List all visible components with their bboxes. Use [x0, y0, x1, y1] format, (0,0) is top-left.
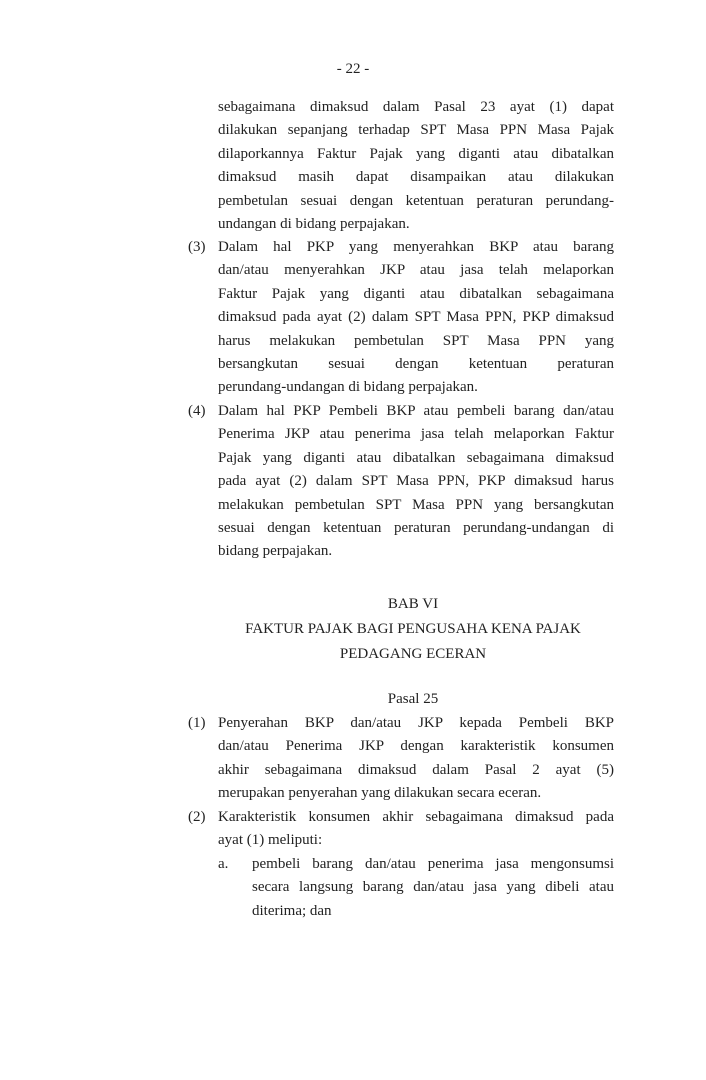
- text-line: melakukan pembetulan SPT Masa PPN yang bersangkutan: [218, 496, 614, 513]
- text-line: merupakan penyerahan yang dilakukan secara eceran.: [218, 785, 542, 802]
- text-line: Dalam hal PKP Pembeli BKP atau pembeli barang dan/atau: [218, 403, 614, 419]
- continuation-paragraph: [218, 96, 614, 236]
- text-line: Penyerahan BKP dan/atau JKP kepada Pembeli BKP: [218, 715, 614, 731]
- text-line: Pajak yang diganti atau dibatalkan sebagaimana dimaksud: [218, 449, 614, 466]
- pasal25-ayat-1: [188, 712, 614, 806]
- text-line: dan/atau Penerima JKP dengan karakteristik konsumen: [218, 738, 614, 755]
- subitem-letter: a.: [218, 856, 229, 872]
- text-line: dimaksud pada ayat (2) dalam SPT Masa PPN, PKP dimaksud: [218, 309, 614, 326]
- page-number: - 22 -: [336, 61, 370, 77]
- text-line: harus melakukan pembetulan SPT Masa PPN yang: [218, 332, 614, 349]
- text-line: dilaporkannya Faktur Pajak yang diganti atau dibatalkan: [218, 145, 614, 162]
- text-line: pembeli barang dan/atau penerima jasa mengonsumsi: [252, 856, 614, 872]
- chapter-title: PEDAGANG ECERAN: [339, 646, 487, 662]
- pasal-heading: Pasal 25: [387, 691, 439, 707]
- pasal25-ayat-2: [188, 806, 614, 853]
- chapter-title: FAKTUR PAJAK BAGI PENGUSAHA KENA PAJAK: [245, 621, 581, 637]
- text-line: sebagaimana dimaksud dalam Pasal 23 ayat (1) dapat: [218, 99, 614, 115]
- ayat-number: (3): [188, 239, 206, 255]
- text-line: Karakteristik konsumen akhir sebagaimana dimaksud pada: [218, 809, 614, 825]
- text-line: Faktur Pajak yang diganti atau dibatalkan sebagaimana: [218, 285, 614, 302]
- text-line: bersangkutan sesuai dengan ketentuan peraturan: [218, 356, 614, 373]
- text-line: Dalam hal PKP yang menyerahkan BKP atau barang: [218, 239, 614, 255]
- text-line: akhir sebagaimana dimaksud dalam Pasal 2 ayat (5): [218, 761, 614, 778]
- subitem-a: [218, 853, 614, 923]
- text-line: undangan di bidang perpajakan.: [218, 216, 410, 233]
- ayat-4: [188, 400, 614, 564]
- text-line: sesuai dengan ketentuan peraturan perundang-undangan di: [218, 520, 614, 537]
- text-line: diterima; dan: [252, 902, 332, 919]
- ayat-3: [188, 236, 614, 400]
- text-line: dimaksud masih dapat disampaikan atau dilakukan: [218, 169, 614, 186]
- ayat-number: (4): [188, 403, 206, 419]
- text-line: Penerima JKP atau penerima jasa telah melaporkan Faktur: [218, 426, 614, 443]
- text-line: pada ayat (2) dalam SPT Masa PPN, PKP dimaksud harus: [218, 473, 614, 490]
- text-line: pembetulan sesuai dengan ketentuan peraturan perundang-: [218, 192, 614, 209]
- text-line: ayat (1) meliputi:: [218, 832, 323, 849]
- text-line: secara langsung barang dan/atau jasa yang dibeli atau: [252, 879, 614, 896]
- ayat-number: (1): [188, 715, 206, 731]
- text-line: dilakukan sepanjang terhadap SPT Masa PPN Masa Pajak: [218, 122, 614, 139]
- chapter-label: BAB VI: [387, 596, 439, 612]
- ayat-number: (2): [188, 809, 206, 825]
- text-line: dan/atau menyerahkan JKP atau jasa telah melaporkan: [218, 262, 614, 279]
- text-line: perundang-undangan di bidang perpajakan.: [218, 379, 478, 396]
- text-line: bidang perpajakan.: [218, 543, 333, 560]
